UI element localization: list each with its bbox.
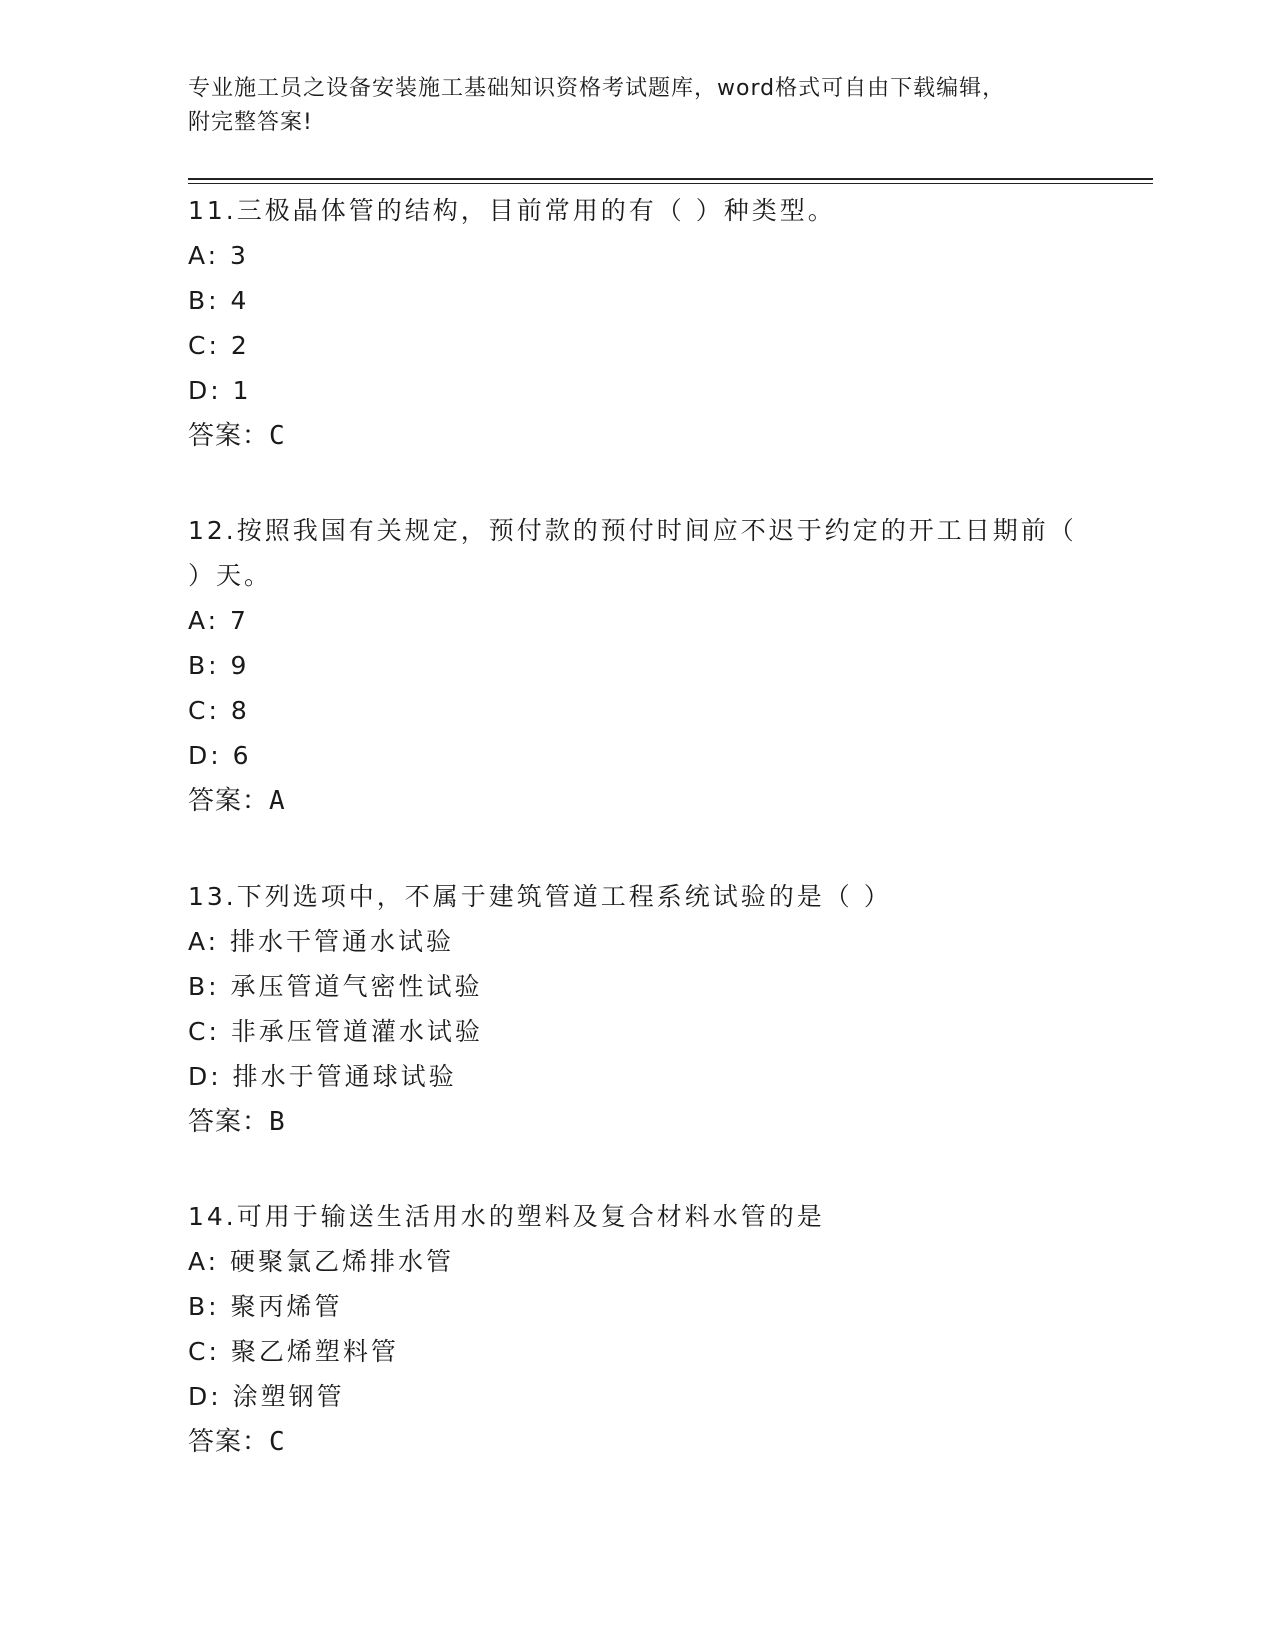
- header-divider-thick: [188, 178, 1153, 180]
- question-stem: 11.三极晶体管的结构，目前常用的有（ ）种类型。: [188, 196, 836, 225]
- option-a: A: 7: [188, 606, 249, 635]
- option-b: B: 聚丙烯管: [188, 1292, 343, 1321]
- header-line-2: 附完整答案!: [188, 110, 313, 135]
- option-d: D: 6: [188, 741, 252, 770]
- header-divider-thin: [188, 183, 1153, 184]
- answer-label: 答案：: [188, 786, 270, 816]
- question-stem: 13.下列选项中，不属于建筑管道工程系统试验的是（ ）: [188, 882, 892, 911]
- answer-label: 答案：: [188, 1107, 270, 1137]
- answer-line: [188, 1099, 1088, 1145]
- question-11: [188, 188, 1088, 459]
- answer-value: B: [269, 1107, 286, 1137]
- document-header: [188, 72, 1088, 140]
- question-stem: 14.可用于输送生活用水的塑料及复合材料水管的是: [188, 1202, 825, 1231]
- option-d: D: 涂塑钢管: [188, 1382, 345, 1411]
- option-b: B: 4: [188, 286, 250, 315]
- answer-line: [188, 1419, 1088, 1465]
- option-c: C: 8: [188, 696, 250, 725]
- answer-label: 答案：: [188, 1427, 270, 1457]
- answer-label: 答案：: [188, 421, 270, 451]
- option-b: B: 承压管道气密性试验: [188, 972, 483, 1001]
- option-d: D: 1: [188, 376, 252, 405]
- answer-line: [188, 778, 1088, 824]
- option-d: D: 排水于管通球试验: [188, 1062, 457, 1091]
- answer-line: [188, 413, 1088, 459]
- answer-value: C: [269, 421, 286, 451]
- option-a: A: 3: [188, 241, 249, 270]
- question-13: [188, 874, 1088, 1145]
- option-a: A: 排水干管通水试验: [188, 927, 455, 956]
- answer-value: C: [269, 1427, 286, 1457]
- option-a: A: 硬聚氯乙烯排水管: [188, 1247, 455, 1276]
- answer-value: A: [269, 786, 286, 816]
- option-c: C: 2: [188, 331, 250, 360]
- header-line-1: 专业施工员之设备安装施工基础知识资格考试题库，word格式可自由下载编辑，: [188, 76, 1006, 101]
- option-c: C: 聚乙烯塑料管: [188, 1337, 399, 1366]
- question-stem: 12.按照我国有关规定，预付款的预付时间应不迟于约定的开工日期前（ ）天。: [188, 516, 1077, 590]
- option-b: B: 9: [188, 651, 250, 680]
- question-12: [188, 508, 1088, 824]
- question-14: [188, 1194, 1088, 1465]
- option-c: C: 非承压管道灌水试验: [188, 1017, 483, 1046]
